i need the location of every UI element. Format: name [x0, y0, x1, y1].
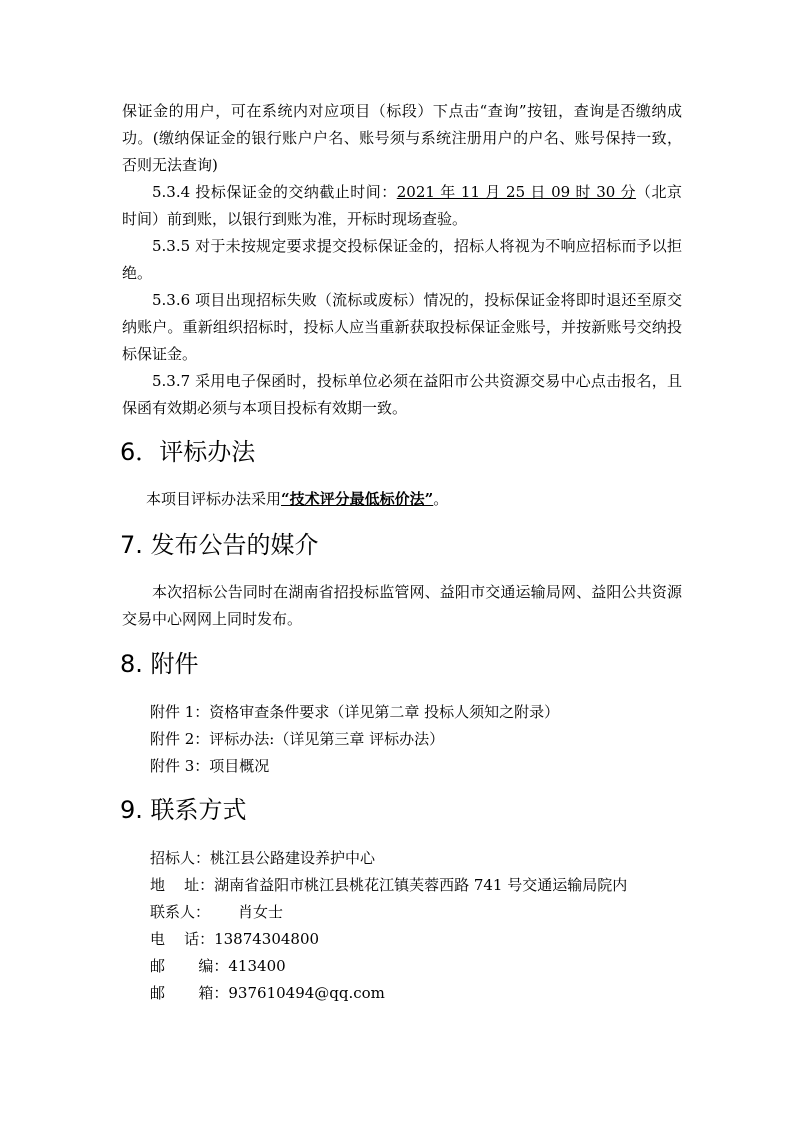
attachment-item: 附件 1：资格审查条件要求（详见第二章 投标人须知之附录） — [150, 703, 560, 721]
section-8-heading: 8. 附件 — [120, 650, 199, 678]
postcode-label: 邮 编： — [150, 957, 229, 975]
section-7-text: 本次招标公告同时在湖南省招投标监管网、益阳市交通运输局网、益阳公共资源交易中心网网上同时发布。 — [122, 583, 682, 628]
paragraph-5-3-4 — [122, 179, 682, 233]
section-6-suffix: 。 — [433, 490, 449, 508]
contact-label: 联系人： — [150, 903, 211, 921]
section-6-text — [146, 486, 448, 513]
section-6-prefix: 本项目评标办法采用 — [146, 490, 282, 508]
p534-prefix: 5.3.4 投标保证金的交纳截止时间： — [152, 183, 397, 201]
contact-tenderer: 招标人：桃江县公路建设养护中心 — [150, 849, 376, 867]
attachment-item: 附件 3：项目概况 — [150, 757, 270, 775]
phone-value: 13874304800 — [214, 930, 320, 948]
email-value: 937610494@qq.com — [228, 984, 385, 1002]
paragraph-deposit-query: 保证金的用户，可在系统内对应项目（标段）下点击“查询”按钮，查询是否缴纳成功。(缴纳保证金的银行账户户名、账号须与系统注册用户的户名、账号保持一致，否则无法查询) — [122, 102, 682, 174]
contact-email — [150, 980, 385, 1007]
deposit-deadline: 2021 年 11 月 25 日 09 时 30 分 — [396, 183, 637, 201]
address-label: 地 址： — [150, 876, 215, 894]
postcode-value: 413400 — [228, 957, 286, 975]
attachment-item: 附件 2：评标办法:（详见第三章 评标办法） — [150, 730, 445, 748]
contact-address — [150, 872, 627, 899]
section-9-heading: 9. 联系方式 — [120, 796, 247, 824]
section-7-heading: 7. 发布公告的媒介 — [120, 531, 319, 559]
address-value: 湖南省益阳市桃江县桃花江镇芙蓉西路 741 号交通运输局院内 — [214, 876, 628, 894]
contact-postcode — [150, 953, 286, 980]
section-6-heading: 6．评标办法 — [120, 438, 256, 466]
paragraph-5-3-7: 5.3.7 采用电子保函时，投标单位必须在益阳市公共资源交易中心点击报名，且保函有效期必须与本项目投标有效期一致。 — [122, 372, 682, 417]
contact-value: 肖女士 — [238, 903, 284, 921]
email-label: 邮 箱： — [150, 984, 229, 1002]
contact-person — [150, 899, 283, 926]
contact-phone — [150, 926, 319, 953]
paragraph-5-3-5: 5.3.5 对于未按规定要求提交投标保证金的，招标人将视为不响应招标而予以拒绝。 — [122, 237, 682, 282]
phone-label: 电 话： — [150, 930, 215, 948]
paragraph-5-3-6: 5.3.6 项目出现招标失败（流标或废标）情况的，投标保证金将即时退还至原交纳账户。重新组织招标时，投标人应当重新获取投标保证金账号，并按新账号交纳投标保证金。 — [122, 291, 682, 363]
p534-suffix: （北京时间）前到账，以银行到账为准，开标时现场查验。 — [122, 183, 683, 228]
evaluation-method: “技术评分最低标价法” — [281, 490, 434, 508]
